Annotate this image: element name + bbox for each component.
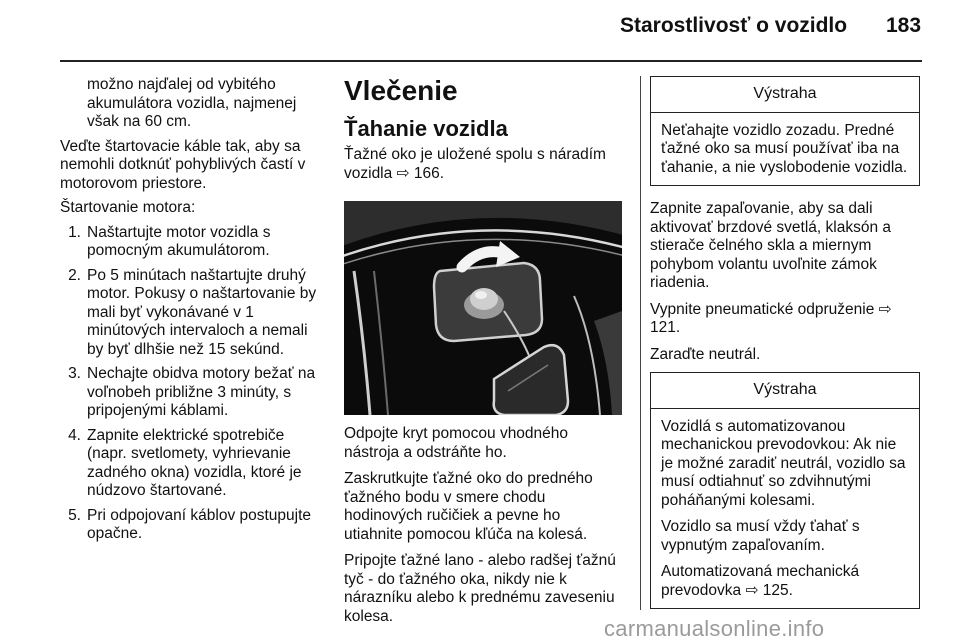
step-remove-cover: Odpojte kryt pomocou vhodného nástroja a odstráňte ho. bbox=[344, 425, 569, 461]
page-number: 183 bbox=[886, 14, 922, 37]
step-attach-rope: Pripojte ťažné lano - alebo radšej ťažnú tyč - do ťažného oka, nikdy nie k nárazníku alebo k prednému zaveseniu kolesa. bbox=[344, 552, 616, 625]
warning-box bbox=[650, 372, 920, 609]
ignition-text: Zapnite zapaľovanie, aby sa dali aktivovať brzdové svetlá, klaksón a stierače čelného skla a miernym pohybom volantu uvoľnite zámok riadenia. bbox=[650, 200, 892, 291]
list-item bbox=[60, 365, 328, 421]
warning-text: Automatizovaná mechanická prevodovka ⇨ 125. bbox=[661, 563, 860, 599]
header-rule bbox=[60, 60, 922, 62]
warning-title: Výstraha bbox=[651, 373, 919, 409]
step-text: Pri odpojovaní káblov postupujte opačne. bbox=[87, 506, 312, 542]
warning-title: Výstraha bbox=[651, 77, 919, 113]
column-middle bbox=[344, 74, 622, 634]
step-text: Nechajte obidva motory bežať na voľnobeh približne 3 minúty, s pripojenými káblami. bbox=[87, 365, 316, 419]
chapter-title: Starostlivosť o vozidlo bbox=[620, 14, 848, 37]
neutral-text: Zaraďte neutrál. bbox=[650, 345, 761, 363]
subsection-heading: Ťahanie vozidla bbox=[344, 116, 508, 141]
warning-body bbox=[651, 409, 919, 609]
step-screw-eye: Zaskrutkujte ťažné oko do predného ťažného bodu v smere chodu hodinových ručičiek a pevne ho utiahnite pomocou kľúča na kolesá. bbox=[344, 470, 593, 543]
column-divider bbox=[640, 76, 641, 610]
warning-text: Neťahajte vozidlo zozadu. Predné ťažné oko sa musí používať iba na ťahanie, a nie vyslobodenie vozidla. bbox=[661, 121, 908, 176]
step-number: 5. bbox=[68, 506, 81, 524]
list-item bbox=[60, 427, 328, 501]
column-left bbox=[60, 76, 328, 550]
step-text: Zapnite elektrické spotrebiče (napr. svetlomety, vyhrievanie zadného okna) vozidla, ktoré je núdzovo štartované. bbox=[87, 426, 302, 499]
continuation-text: možno najďalej od vybitého akumulátora vozidla, najmenej však na 60 cm. bbox=[87, 76, 297, 130]
towing-eye-illustration bbox=[344, 201, 622, 415]
step-text: Naštartujte motor vozidla s pomocným akumulátorom. bbox=[87, 223, 271, 259]
list-item bbox=[60, 507, 328, 544]
step-number: 2. bbox=[68, 266, 81, 284]
warning-body bbox=[651, 113, 919, 186]
watermark: carmanualsonline.info bbox=[604, 616, 825, 641]
start-steps-list bbox=[60, 224, 328, 544]
step-number: 1. bbox=[68, 223, 81, 241]
warning-box bbox=[650, 76, 920, 186]
list-item bbox=[60, 267, 328, 360]
start-heading: Štartovanie motora: bbox=[60, 199, 196, 216]
cables-note: Veďte štartovacie káble tak, aby sa nemohli dotknúť pohyblivých častí v motorovom priestore. bbox=[60, 137, 306, 192]
step-number: 4. bbox=[68, 426, 81, 444]
column-right bbox=[650, 76, 920, 609]
step-number: 3. bbox=[68, 365, 81, 382]
step-text: Po 5 minútach naštartujte druhý motor. Pokusy o naštartovanie by mali byť vykonávané v 1 minútových intervaloch a nemali by byť dlhšie než 15 sekúnd. bbox=[87, 266, 317, 358]
section-heading: Vlečenie bbox=[344, 75, 458, 106]
warning-text: Vozidlá s automatizovanou mechanickou prevodovkou: Ak nie je možné zaradiť neutrál, vozidlo sa musí odtiahnuť so zdvihnutými poháňanými kolesami. bbox=[661, 417, 906, 509]
suspension-text: Vypnite pneumatické odpruženie ⇨ 121. bbox=[650, 300, 892, 336]
list-item bbox=[60, 224, 328, 261]
warning-text: Vozidlo sa musí vždy ťahať s vypnutým zapaľovaním. bbox=[661, 518, 860, 554]
intro-text: Ťažné oko je uložené spolu s náradím vozidla ⇨ 166. bbox=[344, 146, 606, 182]
